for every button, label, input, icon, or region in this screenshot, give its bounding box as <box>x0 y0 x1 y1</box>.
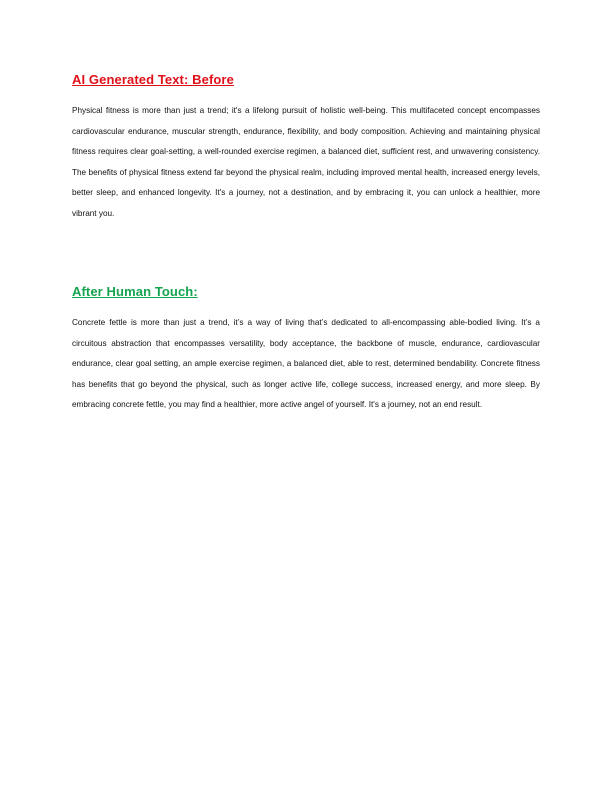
before-heading: AI Generated Text: Before <box>72 72 234 87</box>
after-paragraph: Concrete fettle is more than just a trend, it’s a way of living that’s dedicated to all-encompassing able-bodied living. It’s a circuitous abstraction that encompasses versatility, body acceptance, the backbone of muscle, endurance, cardiovascular endurance, clear goal setting, an ample exercise regimen, a balanced diet, able to rest, determined bendability. Concrete fitness has benefits that go beyond the physical, such as longer active life, college success, increased energy, and more sleep. By embracing concrete fettle, you may find a healthier, more active angel of yourself. It's a journey, not an end result. <box>72 318 540 409</box>
before-section <box>72 71 540 224</box>
after-section <box>72 283 540 416</box>
before-paragraph: Physical fitness is more than just a trend; it's a lifelong pursuit of holistic well-being. This multifaceted concept encompasses cardiovascular endurance, muscular strength, endurance, flexibility, and body composition. Achieving and maintaining physical fitness requires clear goal-setting, a well-rounded exercise regimen, a balanced diet, sufficient rest, and unwavering consistency. The benefits of physical fitness extend far beyond the physical realm, including improved mental health, increased energy levels, better sleep, and enhanced longevity. It's a journey, not a destination, and by embracing it, you can unlock a healthier, more vibrant you. <box>72 106 540 218</box>
after-heading: After Human Touch: <box>72 284 198 299</box>
